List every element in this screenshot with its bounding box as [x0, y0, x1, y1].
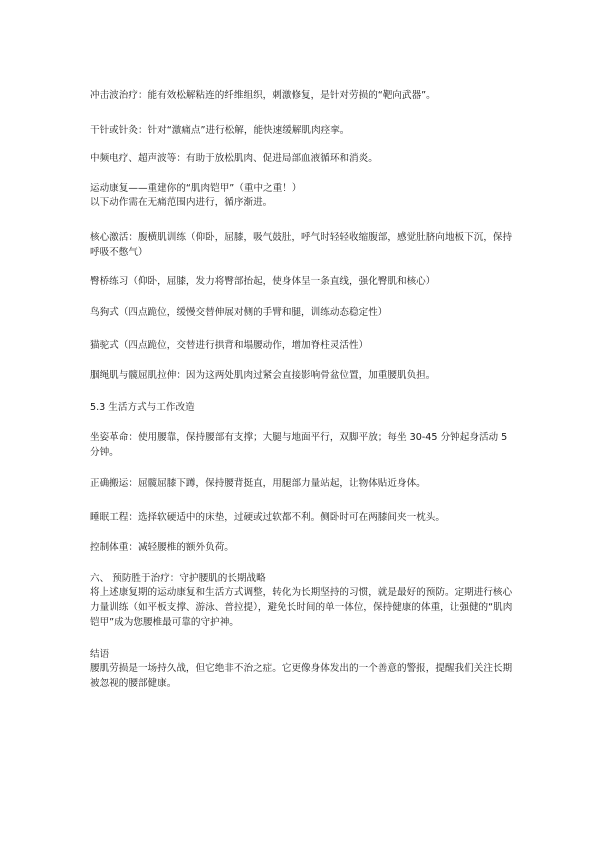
paragraph-lifting: 正确搬运：屈髋屈膝下蹲，保持腰背挺直，用腿部力量站起，让物体贴近身体。: [90, 478, 426, 489]
paragraph-cat-camel: 猫驼式（四点跪位，交替进行拱背和塌腰动作，增加脊柱灵活性）: [90, 340, 369, 351]
paragraph-prevention: 将上述康复期的运动康复和生活方式调整，转化为长期坚持的习惯，就是最好的预防。定期进行核心力量训练（如平板支撑、游泳、普拉提），避免长时间的单一体位，保持健康的体重，让强健的“肌肉铠甲”成为您腰椎最可靠的守护神。: [90, 587, 513, 628]
paragraph-exercise-rehab-note: 以下动作需在无痛范围内进行，循序渐进。: [90, 197, 273, 208]
section-heading-prevention: 六、 预防胜于治疗：守护腰肌的长期战略: [90, 573, 266, 584]
section-heading-lifestyle: 5.3 生活方式与工作改造: [90, 402, 195, 413]
paragraph-sleep: 睡眠工程：选择软硬适中的床垫，过硬或过软都不利。侧卧时可在两膝间夹一枕头。: [90, 512, 445, 523]
section-heading-conclusion: 结语: [90, 649, 110, 660]
paragraph-dry-needling: 干针或针灸：针对“激痛点”进行松解，能快速缓解肌肉痉挛。: [90, 125, 350, 136]
paragraph-hamstring-stretch: 腘绳肌与髋屈肌拉伸：因为这两处肌肉过紧会直接影响骨盆位置，加重腰肌负担。: [90, 370, 436, 381]
paragraph-conclusion: 腰肌劳损是一场持久战，但它绝非不治之症。它更像身体发出的一个善意的警报，提醒我们关注长期被忽视的腰部健康。: [90, 663, 513, 689]
paragraph-glute-bridge: 臀桥练习（仰卧，屈膝，发力将臀部抬起，使身体呈一条直线，强化臀肌和核心）: [90, 276, 436, 287]
paragraph-shockwave-therapy: 冲击波治疗：能有效松解粘连的纤维组织，刺激修复，是针对劳损的“靶向武器”。: [90, 90, 436, 101]
paragraph-electrotherapy: 中频电疗、超声波等：有助于放松肌肉、促进局部血液循环和消炎。: [90, 153, 378, 164]
paragraph-sitting-posture: 坐姿革命：使用腰靠，保持腰部有支撑；大腿与地面平行，双脚平放；每坐 30-45 分钟起身活动 5 分钟。: [90, 432, 508, 458]
paragraph-exercise-rehab-title: 运动康复——重建你的“肌肉铠甲”（重中之重！）: [90, 183, 302, 194]
paragraph-core-activation: 核心激活：腹横肌训练（仰卧，屈膝，吸气鼓肚，呼气时轻轻收缩腹部，感觉肚脐向地板下沉，保持呼吸不憋气）: [90, 232, 513, 258]
paragraph-bird-dog: 鸟狗式（四点跪位，缓慢交替伸展对侧的手臂和腿，训练动态稳定性）: [90, 307, 388, 318]
paragraph-weight-control: 控制体重：减轻腰椎的额外负荷。: [90, 542, 234, 553]
